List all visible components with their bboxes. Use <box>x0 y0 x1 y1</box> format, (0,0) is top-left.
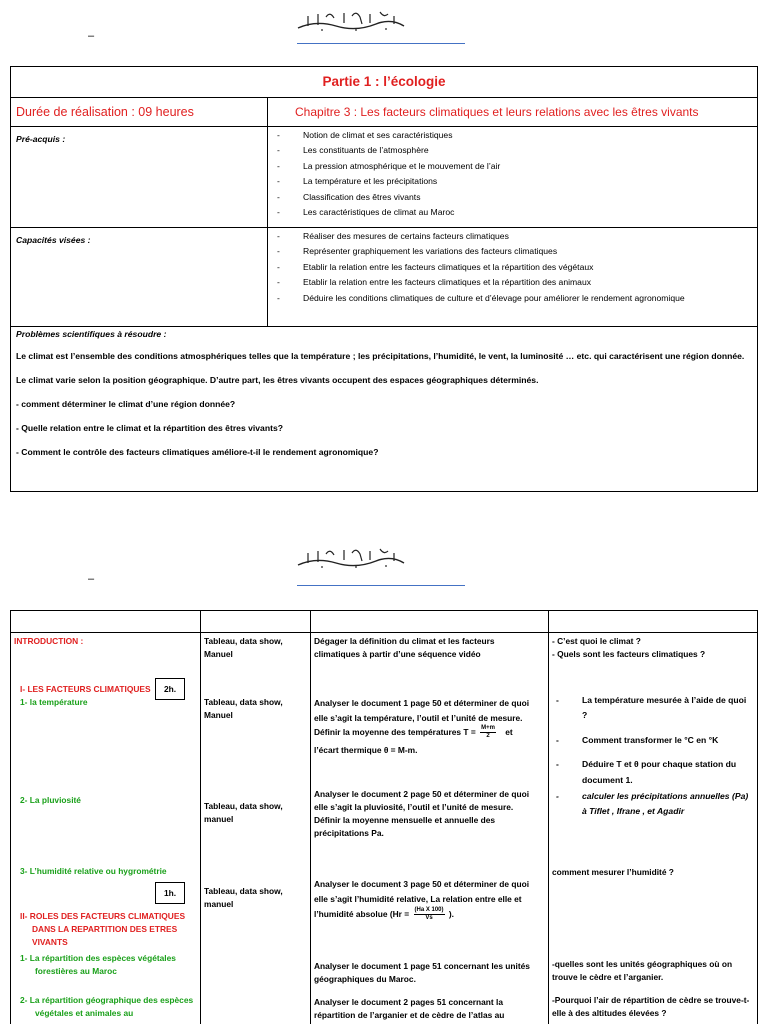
fraction-numerator: M+m <box>481 725 495 732</box>
fraction-denominator: 2 <box>486 733 490 740</box>
activity-text: et <box>505 727 513 737</box>
intro-activity: Dégager la définition du climat et les facteurs climatiques à partir d’une séquence vidéo <box>314 636 495 659</box>
chapter-cell <box>268 98 758 127</box>
activity-text: Analyser le document 1 page 51 concernant les unités géographiques du Maroc. <box>314 961 530 984</box>
prereq-label: Pré-acquis : <box>16 134 66 144</box>
part-title-cell <box>11 67 758 98</box>
duration-label: Durée de réalisation : 09 heures <box>16 105 194 119</box>
fraction-numerator: (Ha X 100) <box>414 907 444 914</box>
subsection-heading: 1- la température <box>20 697 88 707</box>
part-title: Partie 1 : l’écologie <box>322 74 446 89</box>
subsection-heading: 3- L’humidité relative ou hygrométrie <box>20 866 167 876</box>
table-top-border <box>10 610 757 611</box>
chapter-table <box>10 66 758 492</box>
list-item: - La pression atmosphérique et le mouvement de l’air <box>273 159 752 174</box>
list-item: - La température et les précipitations <box>273 174 752 189</box>
activity-formula-block <box>314 877 542 922</box>
question-text: -Pourquoi l’air de répartition de cèdre se trouve-t-elle à des altitudes élevées ? <box>552 995 750 1018</box>
prereq-label-cell <box>11 127 268 228</box>
problems-paragraph: Le climat varie selon la position géographique. D’autre part, les êtres vivants occupent des espaces géographiques déterminés. <box>16 375 539 385</box>
capacities-label: Capacités visées : <box>16 235 91 245</box>
problems-label: Problèmes scientifiques à résoudre : <box>16 329 167 339</box>
fraction <box>414 907 445 922</box>
list-item: - Etablir la relation entre les facteurs climatiques et la répartition des animaux <box>273 275 752 290</box>
capacities-list-cell <box>268 228 758 327</box>
intro-tools: Tableau, data show, Manuel <box>204 636 283 659</box>
intro-question: - C’est quoi le climat ? <box>552 636 641 646</box>
header-underline <box>297 585 465 586</box>
list-item: - Les constituants de l’atmosphère <box>273 143 752 158</box>
list-item: - Réaliser des mesures de certains facteurs climatiques <box>273 229 752 244</box>
questions-list <box>552 693 752 788</box>
duration-box: 1h. <box>155 882 185 904</box>
duration-cell <box>11 98 268 127</box>
list-item: - calculer les précipitations annuelles (Pa) à Tiflet , Ifrane , et Agadir <box>552 789 752 820</box>
tools-text: Tableau, data show, Manuel <box>204 697 283 720</box>
subsection-heading: 2- La pluviosité <box>20 795 81 805</box>
table-col-border <box>310 610 311 1024</box>
duration-box: 2h. <box>155 678 185 700</box>
table-col-border <box>548 610 549 1024</box>
question-text: -quelles sont les unités géographiques où on trouve le cèdre et l’arganier. <box>552 959 733 982</box>
fraction-denominator: Vs <box>425 915 433 922</box>
problems-question: - Quelle relation entre le climat et la répartition des êtres vivants? <box>16 423 283 433</box>
header-dash: – <box>88 30 95 42</box>
problems-question: - comment déterminer le climat d’une région donnée? <box>16 399 236 409</box>
activity-text: Analyser le document 2 page 50 et déterminer de quoi elle s’agit la pluviosité, l’outil et l’unité de mesure. Définir la moyenne mensuelle et annuelle des précipitations Pa. <box>314 789 530 838</box>
activity-formula-line <box>314 725 546 740</box>
basmala-calligraphy <box>296 545 406 571</box>
list-item: - Déduire T et θ pour chaque station du document 1. <box>552 757 752 788</box>
fraction <box>480 725 496 740</box>
subsection-heading: 1- La répartition des espèces végétales forestières au Maroc <box>20 953 176 976</box>
table-col-border <box>10 610 11 1024</box>
section-heading: II- ROLES DES FACTEURS CLIMATIQUES DANS LA REPARTITION DES ETRES VIVANTS <box>20 911 186 947</box>
tools-text: Tableau, data show, manuel <box>204 886 283 909</box>
problems-paragraph: Le climat est l’ensemble des conditions atmosphériques telles que la température ; les précipitations, l’humidité, le vent, la luminosité … etc. qui caractérisent une région donnée. <box>16 351 745 361</box>
list-item: - Classification des êtres vivants <box>273 190 752 205</box>
activity-text: Analyser le document 1 page 50 et déterminer de quoi elle s’agit la température, l’outil et l’unité de mesure. <box>314 698 530 723</box>
activity-text: Définir la moyenne des températures T = <box>314 727 476 737</box>
chapter-title: Chapitre 3 : Les facteurs climatiques et leurs relations avec les êtres vivants <box>295 105 699 119</box>
intro-title: INTRODUCTION : <box>14 636 84 646</box>
activity-text: Analyser le document 2 pages 51 concernant la répartition de l’arganier et de cèdre de l’atlas au <box>314 997 505 1020</box>
list-item: - Représenter graphiquement les variations des facteurs climatiques <box>273 244 752 259</box>
list-item: - Notion de climat et ses caractéristiques <box>273 128 752 143</box>
prereq-list-cell <box>268 127 758 228</box>
table-col-border <box>757 610 758 1024</box>
header-underline <box>297 43 465 44</box>
problems-question: - Comment le contrôle des facteurs climatiques améliore-t-il le rendement agronomique? <box>16 447 379 457</box>
header-dash: – <box>88 573 95 585</box>
tools-text: Tableau, data show, manuel <box>204 801 283 824</box>
capacities-list <box>273 229 752 306</box>
prereq-list <box>273 128 752 220</box>
question-text: comment mesurer l’humidité ? <box>552 867 674 877</box>
capacities-label-cell <box>11 228 268 327</box>
table-header-border <box>10 632 757 633</box>
list-item: - Etablir la relation entre les facteurs climatiques et la répartition des végétaux <box>273 260 752 275</box>
activity-text: ). <box>448 909 454 919</box>
subsection-heading: 2- La répartition géographique des espèces végétales et animales au <box>20 995 194 1018</box>
list-item: - La température mesurée à l’aide de quoi ? <box>552 693 752 724</box>
problems-cell <box>11 327 758 492</box>
list-item: - Déduire les conditions climatiques de culture et d’élevage pour améliorer le rendement agronomique <box>273 291 752 306</box>
basmala-calligraphy <box>296 8 406 34</box>
section-heading: I- LES FACTEURS CLIMATIQUES <box>20 684 151 694</box>
intro-question: - Quels sont les facteurs climatiques ? <box>552 649 706 659</box>
list-item: - Les caractéristiques de climat au Maroc <box>273 205 752 220</box>
activity-text: l’écart thermique θ = M-m. <box>314 745 418 755</box>
activity-text: Analyser le document 3 page 50 et déterminer de quoi elle s’agit l’humidité relative, La relation entre elle et l’humidité absolue (Hr = <box>314 879 530 919</box>
questions-list <box>552 789 752 820</box>
list-item: - Comment transformer le °C en °K <box>552 733 752 748</box>
